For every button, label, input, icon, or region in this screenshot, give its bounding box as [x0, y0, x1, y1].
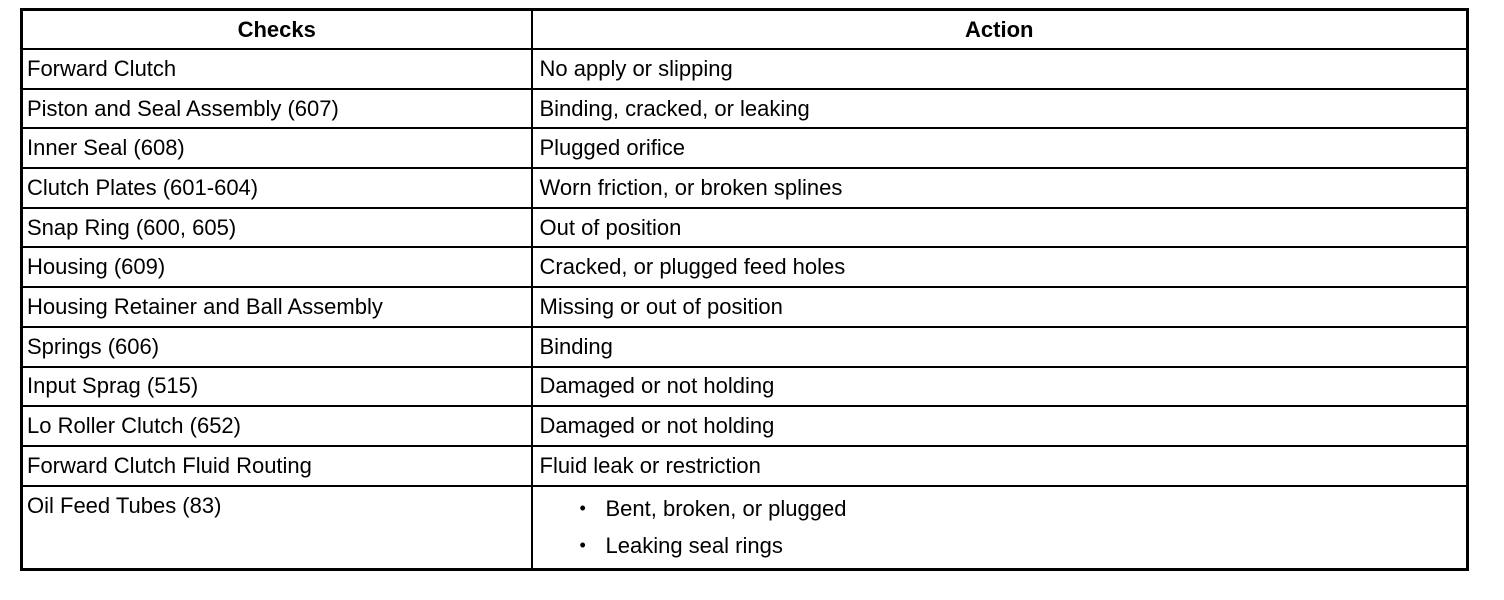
table-row	[22, 446, 1468, 486]
check-cell: Input Sprag (515)	[22, 367, 532, 407]
check-cell: Springs (606)	[22, 327, 532, 367]
action-cell: Out of position	[532, 208, 1468, 248]
action-cell-list	[532, 486, 1468, 570]
check-cell: Housing Retainer and Ball Assembly	[22, 287, 532, 327]
action-cell: Fluid leak or restriction	[532, 446, 1468, 486]
action-cell: No apply or slipping	[532, 49, 1468, 89]
table-row	[22, 486, 1468, 570]
bullet-text: Leaking seal rings	[605, 533, 783, 559]
action-cell: Worn friction, or broken splines	[532, 168, 1468, 208]
action-cell: Binding, cracked, or leaking	[532, 89, 1468, 129]
check-cell: Lo Roller Clutch (652)	[22, 406, 532, 446]
check-cell: Snap Ring (600, 605)	[22, 208, 532, 248]
table-row	[22, 89, 1468, 129]
table-header-row	[22, 10, 1468, 50]
table-row	[22, 406, 1468, 446]
table-row	[22, 367, 1468, 407]
table-row	[22, 247, 1468, 287]
table-row	[22, 327, 1468, 367]
check-cell: Forward Clutch	[22, 49, 532, 89]
table-row	[22, 287, 1468, 327]
check-cell: Forward Clutch Fluid Routing	[22, 446, 532, 486]
action-cell: Damaged or not holding	[532, 406, 1468, 446]
check-cell: Piston and Seal Assembly (607)	[22, 89, 532, 129]
action-cell: Missing or out of position	[532, 287, 1468, 327]
check-cell: Oil Feed Tubes (83)	[22, 486, 532, 570]
table-row	[22, 128, 1468, 168]
table-row	[22, 49, 1468, 89]
action-cell: Plugged orifice	[532, 128, 1468, 168]
checks-action-table	[20, 8, 1469, 571]
action-cell: Binding	[532, 327, 1468, 367]
check-cell: Clutch Plates (601-604)	[22, 168, 532, 208]
bullet-text: Bent, broken, or plugged	[605, 496, 847, 522]
action-cell: Cracked, or plugged feed holes	[532, 247, 1468, 287]
list-item	[578, 527, 1461, 564]
list-item	[578, 490, 1461, 527]
bullet-icon: •	[579, 535, 586, 556]
check-cell: Housing (609)	[22, 247, 532, 287]
header-checks: Checks	[22, 10, 532, 50]
header-action: Action	[532, 10, 1468, 50]
table-row	[22, 168, 1468, 208]
table-row	[22, 208, 1468, 248]
checks-table-container	[20, 8, 1466, 578]
action-bullet-list	[540, 490, 1461, 564]
action-cell: Damaged or not holding	[532, 367, 1468, 407]
check-cell: Inner Seal (608)	[22, 128, 532, 168]
bullet-icon: •	[579, 498, 586, 519]
